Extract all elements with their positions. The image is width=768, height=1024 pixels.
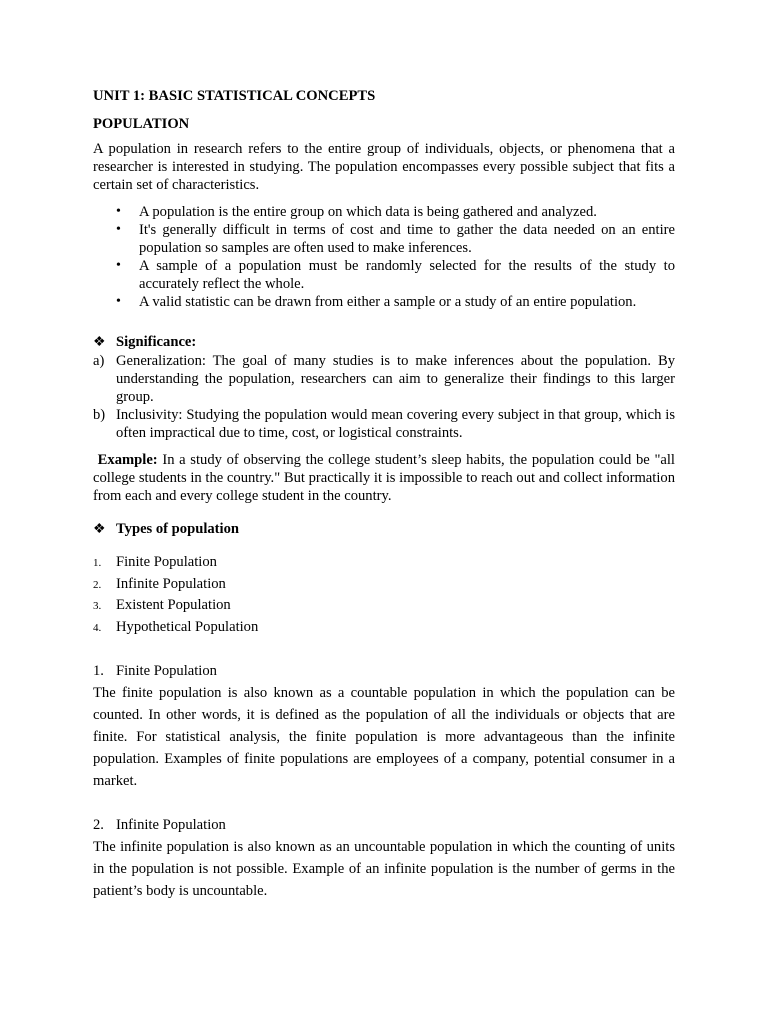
types-item-label: Infinite Population [116, 575, 226, 592]
types-item [93, 574, 675, 596]
infinite-title-text: Infinite Population [116, 817, 226, 833]
bullet-icon: • [116, 294, 121, 309]
significance-item [93, 352, 675, 406]
bullet-text: It's generally difficult in terms of cost and time to gather the data needed on an entire population so samples are often used to make inferences. [139, 222, 675, 256]
list-marker: b) [93, 407, 106, 423]
diamond-bullet-icon: ❖ [93, 522, 106, 537]
list-marker: a) [93, 353, 105, 369]
finite-population-body: The finite population is also known as a countable population in which the population can be counted. In other words, it is defined as the population of all the individuals or objects that are finite. For statistical analysis, the finite population is more advantageous than the infinite population. Examples of finite populations are employees of a company, potential consumer in a market. [93, 685, 675, 789]
infinite-population-body: The infinite population is also known as an uncountable population in which the counting of units in the population is not possible. Example of an infinite population is the number of germs in the patient’s body is uncountable. [93, 839, 675, 899]
types-heading [93, 519, 675, 540]
population-bullet-list [93, 203, 675, 311]
example-paragraph [93, 451, 675, 505]
example-text: In a study of observing the college student’s sleep habits, the population could be "all college students in the country." But practically it is impossible to reach out and collect information from each and every college student in the country. [93, 452, 675, 504]
section-number: 2. [93, 817, 104, 833]
significance-list [93, 352, 675, 442]
significance-item [93, 406, 675, 442]
types-item-label: Finite Population [116, 554, 217, 570]
list-marker: 4. [93, 621, 102, 634]
section-number: 1. [93, 663, 104, 679]
bullet-item [116, 203, 675, 221]
bullet-item [116, 293, 675, 311]
types-item [93, 617, 675, 639]
types-item-label: Hypothetical Population [116, 618, 259, 635]
finite-population-title [93, 660, 675, 682]
types-item [93, 595, 675, 617]
types-list [93, 552, 675, 638]
diamond-bullet-icon: ❖ [93, 335, 106, 350]
significance-label: Significance: [116, 334, 197, 350]
types-label: Types of population [116, 521, 239, 537]
bullet-text: A population is the entire group on which data is being gathered and analyzed. [139, 204, 597, 220]
bullet-text: A sample of a population must be randomly selected for the results of the study to accurately reflect the whole. [139, 258, 675, 292]
intro-paragraph: A population in research refers to the entire group of individuals, objects, or phenomena that a researcher is interested in studying. The population encompasses every possible subject that fits a certain set of characteristics. [93, 141, 675, 193]
bullet-icon: • [116, 222, 121, 237]
significance-text: Inclusivity: Studying the population would mean covering every subject in that group, which is often impractical due to time, cost, or logistical constraints. [116, 407, 675, 441]
bullet-item [116, 257, 675, 293]
significance-heading [93, 333, 675, 352]
infinite-population-title [93, 814, 675, 836]
list-marker: 1. [93, 557, 102, 569]
example-label: Example: [97, 452, 158, 468]
finite-title-text: Finite Population [116, 663, 217, 679]
bullet-icon: • [116, 258, 121, 273]
list-marker: 2. [93, 578, 102, 591]
bullet-icon: • [116, 204, 121, 219]
types-item-label: Existent Population [116, 597, 231, 613]
unit-title: UNIT 1: BASIC STATISTICAL CONCEPTS [93, 88, 376, 104]
bullet-item [116, 221, 675, 257]
list-marker: 3. [93, 600, 102, 612]
significance-text: Generalization: The goal of many studies is to make inferences about the population. By understanding the population, researchers can aim to generalize their findings to this larger group. [116, 353, 675, 405]
types-item [93, 552, 675, 574]
document-page [93, 86, 675, 902]
section-title: POPULATION [93, 116, 190, 132]
bullet-text: A valid statistic can be drawn from either a sample or a study of an entire population. [139, 294, 637, 310]
